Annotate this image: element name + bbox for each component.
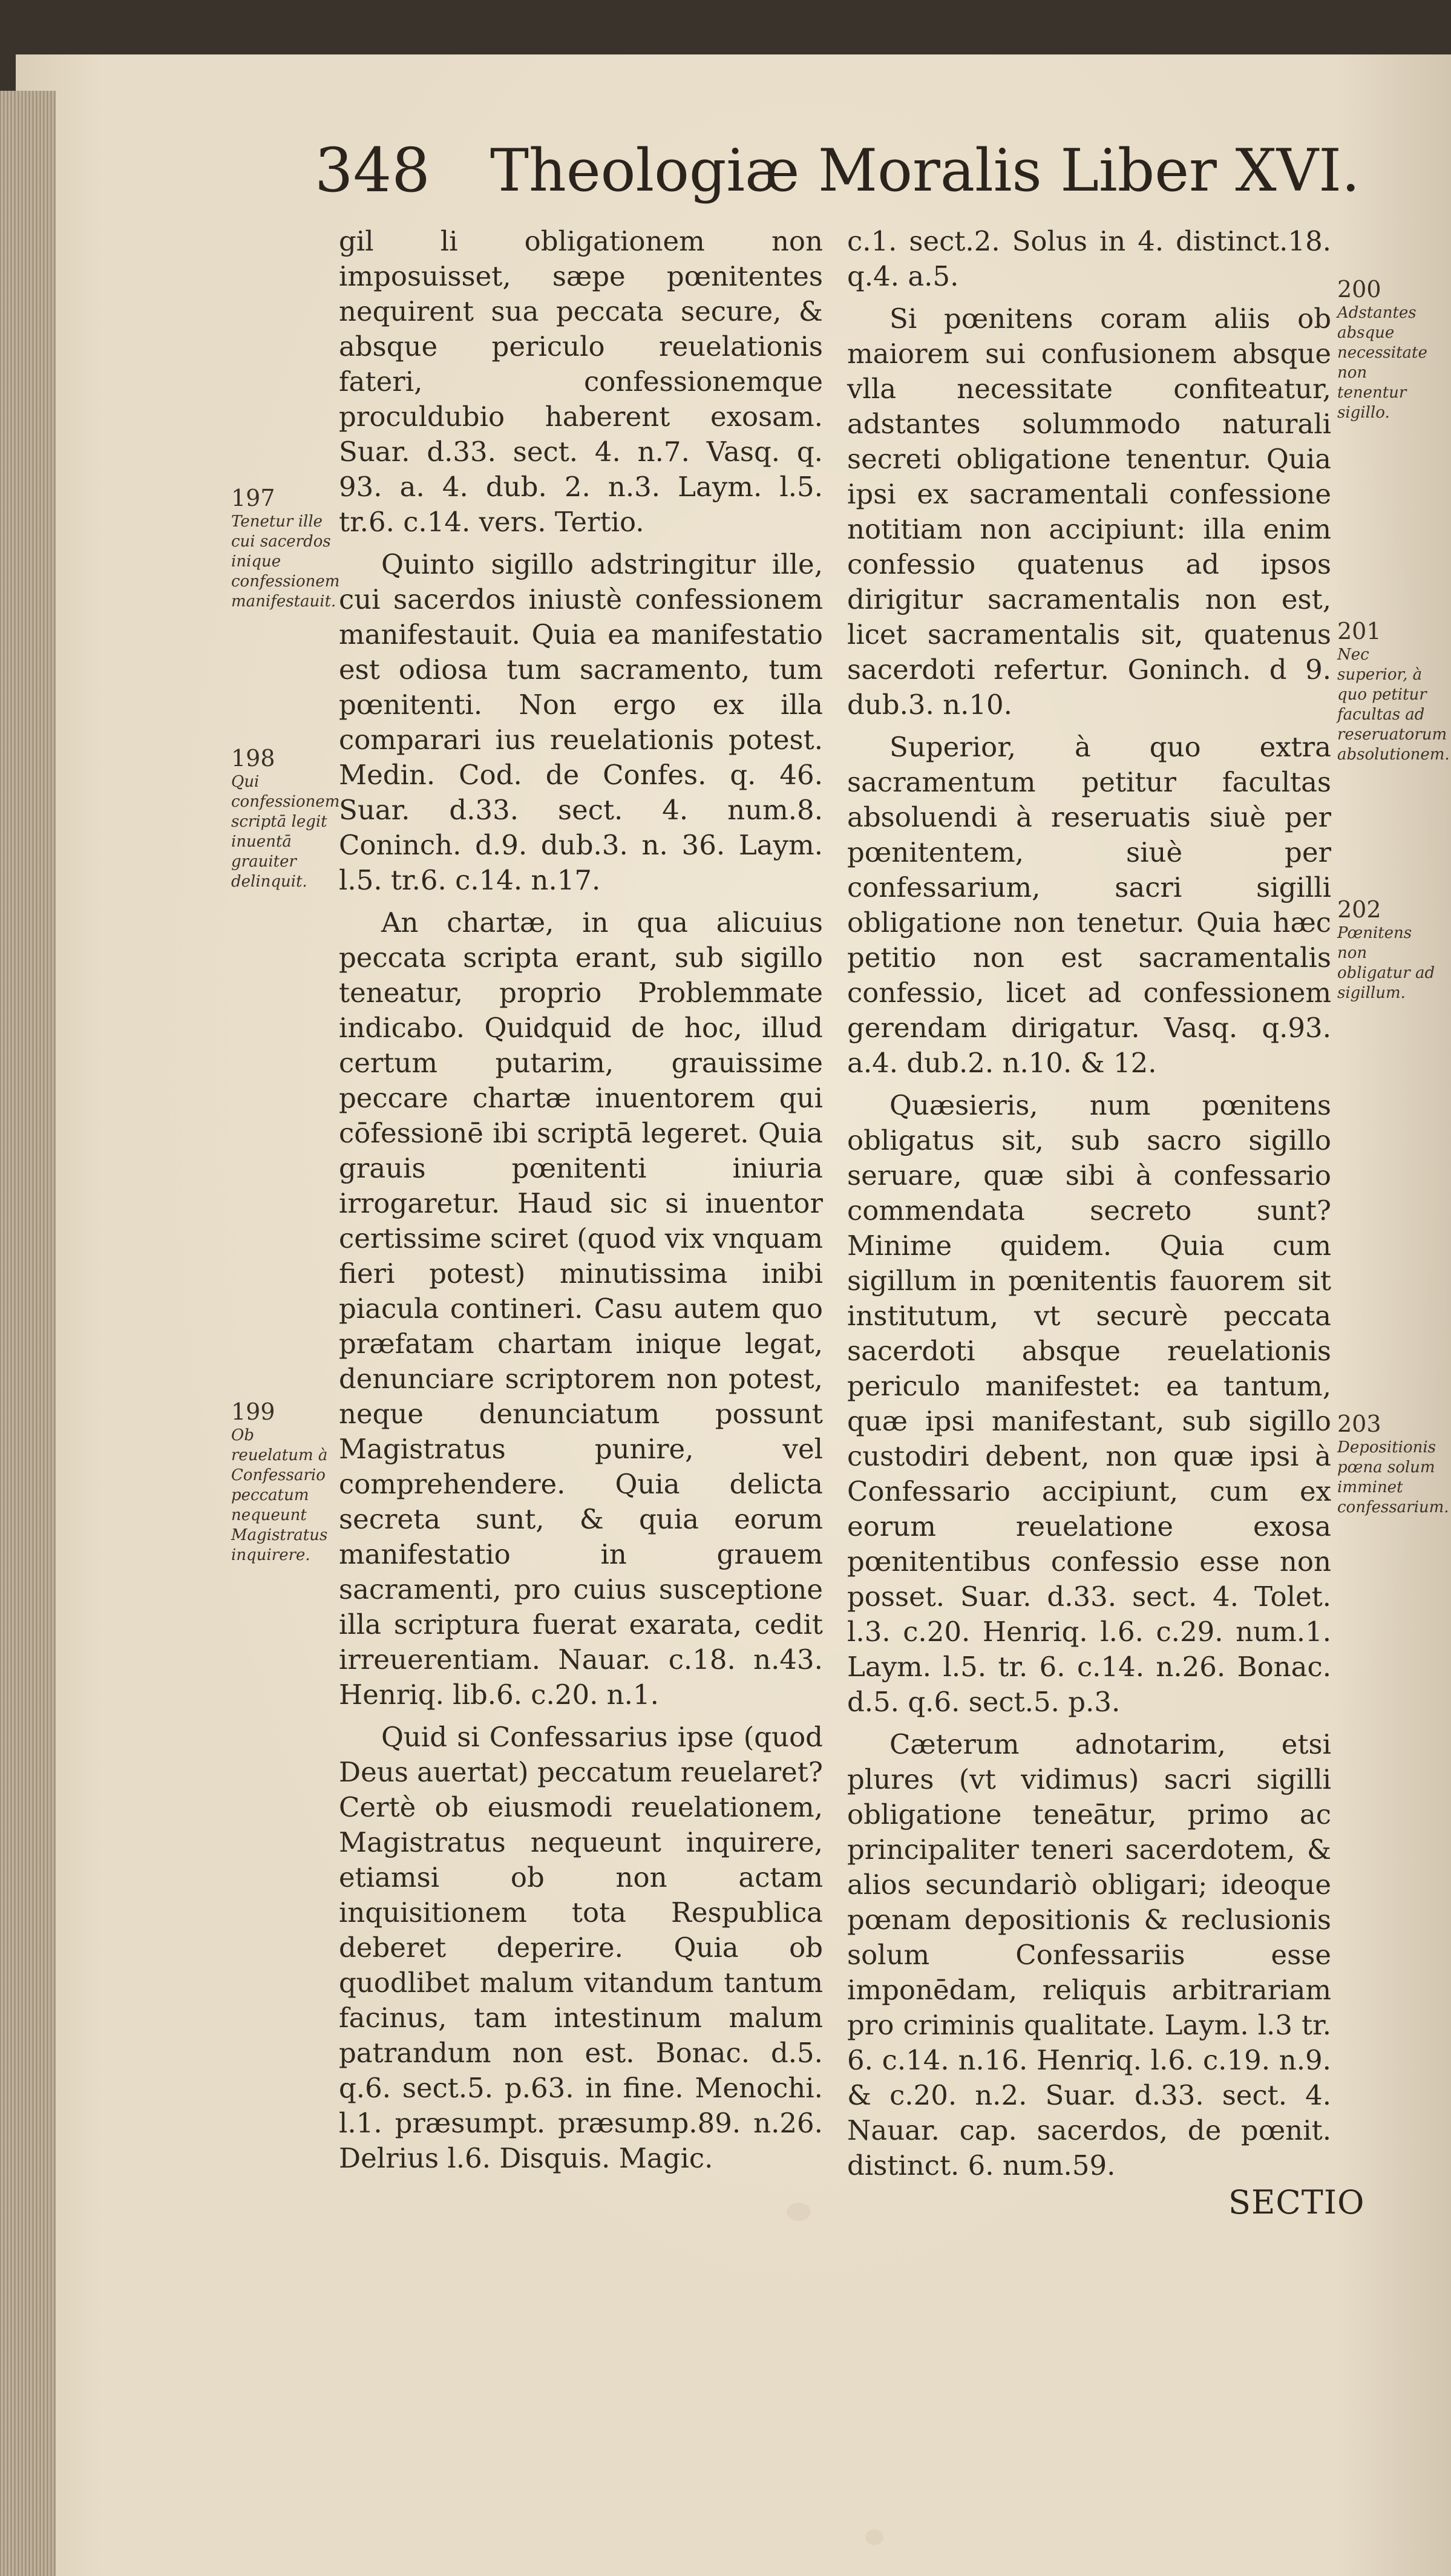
paragraph: Superior, à quo extra sacramentum petitur facultas absoluendi à reseruatis siuè per pœnitentem, siuè per confessarium, sacri sigilli obligatione non tenetur. Quia hæc petitio non est sacramentalis confessio, licet ad confessionem gerendam dirigatur. Vasq. q.93. a.4. dub.2. n.10. & 12. xyxy=(847,731,1331,1079)
margin-note-200 xyxy=(1337,275,1440,423)
margin-note-199 xyxy=(231,1398,334,1565)
margin-note-number: 201 xyxy=(1337,618,1381,644)
margin-note-202 xyxy=(1337,896,1440,1003)
margin-note-number: 199 xyxy=(231,1398,275,1425)
paragraph: Si pœnitens coram aliis ob maiorem sui confusionem absque vlla necessitate confiteatur, adstantes solummodo naturali secreti obligatione tenentur. Quia ipsi ex sacramentali confessione notitiam non accipiunt: illa enim confessio quatenus ad ipsos dirigitur sacramentalis non est, licet sacramentalis sit, quatenus sacerdoti refertur. Goninch. d 9. dub.3. n.10. xyxy=(847,303,1331,721)
paragraph: Quid si Confessarius ipse (quod Deus auertat) peccatum reuelaret? Certè ob eiusmodi reuelationem, Magistratus nequeunt inquirere, etiamsi ob non actam inquisitionem tota Respublica deberet deperire. Quia ob quodlibet malum vitandum tantum facinus, tam intestinum malum patrandum non est. Bonac. d.5. q.6. sect.5. p.63. in fine. Menochi. l.1. præsumpt. præsump.89. n.26. Delrius l.6. Disquis. Magic. xyxy=(339,1721,823,2174)
margin-note-text: Ob reuelatum à Confessario peccatum nequeunt Magistratus inquirere. xyxy=(231,1426,328,1564)
paper-stain xyxy=(865,2529,883,2545)
page-header xyxy=(315,134,1360,213)
margin-note-number: 198 xyxy=(231,745,275,772)
left-text-column xyxy=(339,224,823,2183)
margin-note-number: 197 xyxy=(231,485,275,511)
margin-note-201 xyxy=(1337,617,1450,765)
paragraph: An chartæ, in qua alicuius peccata scripta erant, sub sigillo teneatur, proprio Problemmate indicabo. Quidquid de hoc, illud certum putarim, grauissime peccare chartæ inuentorem qui cōfessionē ibi scriptā legeret. Quia grauis pœnitenti iniuria irrogaretur. Haud sic si inuentor certissime sciret (quod vix vnquam fieri potest) minutissima inibi piacula contineri. Casu autem quo præfatam chartam inique legat, denunciare scriptorem non potest, neque denunciatum possunt Magistratus punire, vel comprehendere. Quia delicta secreta sunt, & quia eorum manifestatio in grauem sacramenti, pro cuius susceptione illa scriptura fuerat exarata, cedit irreuerentiam. Nauar. c.18. n.43. Henriq. lib.6. c.20. n.1. xyxy=(339,906,823,1711)
right-text-column xyxy=(847,224,1331,2191)
paragraph: Quinto sigillo adstringitur ille, cui sacerdos iniustè confessionem manifestauit. Quia ea manifestatio est odiosa tum sacramento, tum pœnitenti. Non ergo ex illa comparari ius reuelationis potest. Medin. Cod. de Confes. q. 46. Suar. d.33. sect. 4. num.8. Coninch. d.9. dub.3. n. 36. Laym. l.5. tr.6. c.14. n.17. xyxy=(339,548,823,896)
margin-note-198 xyxy=(231,744,340,892)
paragraph: Quæsieris, num pœnitens obligatus sit, sub sacro sigillo seruare, quæ sibi à confessario commendata secreto sunt? Minime quidem. Quia cum sigillum in pœnitentis fauorem sit institutum, vt securè peccata sacerdoti absque reuelationis periculo manifestet: ea tantum, quæ ipsi manifestant, sub sigillo custodiri debent, non quæ ipsi à Confessario accipiunt, cum ex eorum reuelatione exosa pœnitentibus confessio esse non posset. Suar. d.33. sect. 4. Tolet. l.3. c.20. Henriq. l.6. c.29. num.1. Laym. l.5. tr. 6. c.14. n.26. Bonac. d.5. q.6. sect.5. p.3. xyxy=(847,1089,1331,1718)
margin-note-203 xyxy=(1337,1410,1449,1518)
paragraph: c.1. sect.2. Solus in 4. distinct.18. q.4. a.5. xyxy=(847,225,1331,292)
page-number: 348 xyxy=(315,135,430,206)
margin-note-text: Nec superior, à quo petitur facultas ad reseruatorum absolutionem. xyxy=(1337,646,1450,764)
catchword: SECTIO xyxy=(1228,2183,1365,2221)
running-title: Theologiæ Moralis Liber XVI. xyxy=(490,137,1360,205)
margin-note-number: 202 xyxy=(1337,896,1381,923)
margin-note-197 xyxy=(231,484,340,612)
margin-note-text: Depositionis pœna solum imminet confessarium. xyxy=(1337,1438,1449,1516)
margin-note-text: Pœnitens non obligatur ad sigillum. xyxy=(1337,924,1435,1002)
margin-note-text: Tenetur ille cui sacerdos inique confessionem manifestauit. xyxy=(231,513,340,611)
page-edge xyxy=(0,91,56,2576)
paragraph: gil li obligationem non imposuisset, sæpe pœnitentes nequirent sua peccata secure, & absque periculo reuelationis fateri, confessionemque proculdubio haberent exosam. Suar. d.33. sect. 4. n.7. Vasq. q. 93. a. 4. dub. 2. n.3. Laym. l.5. tr.6. c.14. vers. Tertio. xyxy=(339,225,823,538)
margin-note-text: Qui confessionem scriptā legit inuentā grauiter delinquit. xyxy=(231,773,340,891)
margin-note-number: 203 xyxy=(1337,1411,1381,1437)
margin-note-text: Adstantes absque necessitate non tenentur sigillo. xyxy=(1337,304,1427,422)
paper-stain xyxy=(787,2203,811,2221)
paragraph: Cæterum adnotarim, etsi plures (vt vidimus) sacri sigilli obligatione teneātur, primo ac principaliter teneri sacerdotem, & alios secundariò obligari; ideoque pœnam depositionis & reclusionis solum Confessariis esse imponēdam, reliquis arbitrariam pro criminis qualitate. Laym. l.3 tr. 6. c.14. n.16. Henriq. l.6. c.19. n.9. & c.20. n.2. Suar. d.33. sect. 4. Nauar. cap. sacerdos, de pœnit. distinct. 6. num.59. xyxy=(847,1728,1331,2181)
margin-note-number: 200 xyxy=(1337,276,1381,303)
